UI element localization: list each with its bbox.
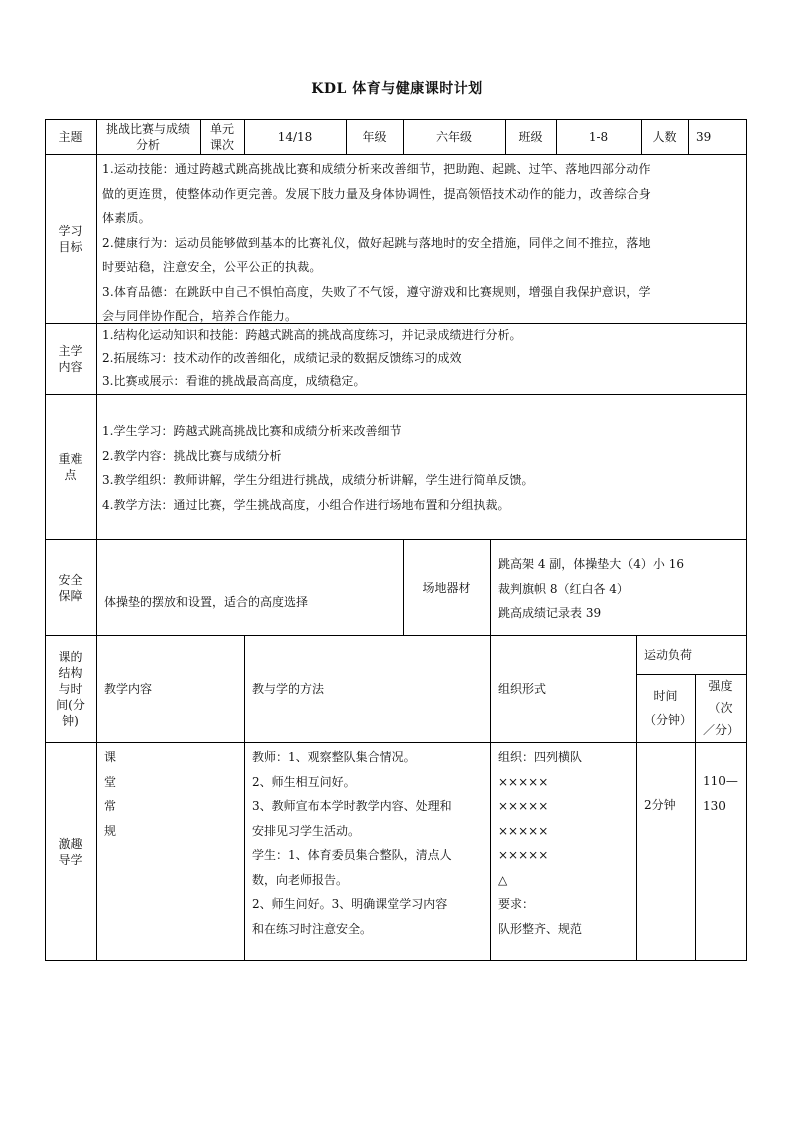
class-value: 1-8	[556, 119, 642, 155]
warmup-content-char: 堂	[104, 774, 117, 789]
safety-label	[45, 540, 97, 636]
theme-value: 挑战比赛与成绩分析	[96, 119, 201, 155]
warmup-intensity-line2: 130	[703, 798, 726, 813]
unit-value: 14/18	[244, 119, 347, 155]
main-content-label-line2: 内容	[58, 360, 83, 374]
key-point-item: 4.教学方法：通过比赛，学生挑战高度，小组合作进行场地布置和分组执裁。	[102, 497, 510, 512]
warmup-intensity-line1: 110—	[703, 774, 738, 788]
warmup-content	[96, 743, 245, 961]
equipment-label: 场地器材	[403, 540, 491, 636]
organization-header: 组织形式	[490, 636, 637, 743]
formation-row: ×××××	[498, 823, 549, 838]
warmup-organization	[490, 743, 637, 961]
count-label: 人数	[641, 119, 689, 155]
objective-line: 2.健康行为：运动员能够做到基本的比赛礼仪，做好起跳与落地时的安全措施，同伴之间不推拉，落地	[102, 235, 651, 250]
warmup-content-char: 规	[104, 823, 117, 838]
teacher-marker: △	[498, 872, 508, 887]
main-content-label	[45, 324, 97, 395]
warmup-content-char: 常	[104, 799, 117, 813]
key-points-label-line1: 重难	[58, 452, 83, 466]
warmup-method	[244, 743, 491, 961]
load-header: 运动负荷	[636, 636, 747, 675]
structure-label: 课的结构与时间(分钟)	[45, 636, 97, 743]
warmup-method-line: 数，向老师报告。	[252, 872, 349, 887]
main-content-item: 1.结构化运动知识和技能：跨越式跳高的挑战高度练习，并记录成绩进行分析。	[102, 328, 522, 342]
objective-line: 1.运动技能：通过跨越式跳高挑战比赛和成绩分析来改善细节，把助跑、起跳、过竿、落地四部分动作	[102, 162, 651, 176]
theme-label: 主题	[45, 119, 97, 155]
equipment-item: 跳高架 4 副，体操垫大（4）小 16	[498, 557, 684, 571]
warmup-content-char: 课	[104, 750, 117, 764]
warmup-method-line: 2、师生相互问好。	[252, 774, 356, 789]
safety-text: 体操垫的摆放和设置，适合的高度选择	[96, 540, 404, 636]
key-point-item: 3.教学组织：教师讲解，学生分组进行挑战，成绩分析讲解，学生进行简单反馈。	[102, 473, 534, 487]
warmup-method-line: 学生：1、体育委员集合整队，清点人	[252, 848, 452, 862]
objective-line: 会与同伴协作配合，培养合作能力。	[102, 309, 298, 323]
safety-label-line2: 保障	[58, 588, 83, 603]
warmup-label-line1: 激趣	[58, 836, 83, 851]
warmup-method-line: 安排见习学生活动。	[252, 823, 361, 838]
count-value: 39	[688, 119, 747, 155]
warmup-time	[636, 743, 696, 961]
formation-row: ×××××	[498, 799, 549, 813]
main-content-label-line1: 主学	[58, 344, 83, 358]
key-points-text	[96, 395, 747, 540]
main-content-text	[96, 324, 747, 395]
equipment-item: 裁判旗帜 8（红白各 4）	[498, 581, 629, 596]
objectives-label	[45, 155, 97, 324]
formation-row: ×××××	[498, 848, 549, 862]
objectives-label-line1: 学习	[58, 224, 83, 238]
objectives-text	[96, 155, 747, 324]
key-point-item: 1.学生学习：跨越式跳高挑战比赛和成绩分析来改善细节	[102, 424, 402, 438]
organization-line: 组织：四列横队	[498, 750, 583, 764]
grade-value: 六年级	[403, 119, 506, 155]
grade-label: 年级	[346, 119, 404, 155]
page-title: KDL 体育与健康课时计划	[311, 81, 483, 97]
key-points-label	[45, 395, 97, 540]
warmup-intensity	[695, 743, 747, 961]
objective-line: 时要站稳，注意安全，公平公正的执裁。	[102, 260, 322, 274]
organization-line: 要求：	[498, 897, 535, 911]
warmup-label	[45, 743, 97, 961]
objective-line: 体素质。	[102, 211, 151, 225]
intensity-header: 强度（次／分）	[695, 674, 747, 743]
formation-row: ×××××	[498, 774, 549, 789]
class-label: 班级	[505, 119, 557, 155]
warmup-method-line: 2、师生问好。3、明确课堂学习内容	[252, 897, 448, 911]
key-point-item: 2.教学内容：挑战比赛与成绩分析	[102, 448, 282, 463]
organization-line: 队形整齐、规范	[498, 921, 583, 936]
equipment-item: 跳高成绩记录表 39	[498, 606, 602, 620]
objective-line: 做的更连贯，使整体动作更完善。发展下肢力量及身体协调性，提高领悟技术动作的能力，改善综合身	[102, 186, 652, 201]
warmup-method-line: 和在练习时注意安全。	[252, 921, 373, 936]
method-header: 教与学的方法	[244, 636, 491, 743]
key-points-label-line2: 点	[64, 468, 77, 482]
main-content-item: 2.拓展练习：技术动作的改善细化，成绩记录的数据反馈练习的成效	[102, 351, 462, 365]
warmup-method-line: 教师：1、观察整队集合情况。	[252, 750, 416, 764]
time-header: 时间（分钟）	[636, 674, 696, 743]
content-header: 教学内容	[96, 636, 245, 743]
warmup-time-value: 2分钟	[644, 798, 676, 812]
main-content-item: 3.比赛或展示：看谁的挑战最高高度，成绩稳定。	[102, 374, 366, 388]
warmup-label-line2: 导学	[58, 852, 83, 867]
objective-line: 3.体育品德：在跳跃中自己不惧怕高度，失败了不气馁，遵守游戏和比赛规则，增强自我保护意识，学	[102, 284, 651, 299]
warmup-method-line: 3、教师宣布本学时教学内容、处理和	[252, 799, 452, 813]
safety-label-line1: 安全	[58, 572, 83, 587]
objectives-label-line2: 目标	[58, 240, 83, 254]
unit-label: 单元课次	[200, 119, 245, 155]
equipment-list	[490, 540, 747, 636]
